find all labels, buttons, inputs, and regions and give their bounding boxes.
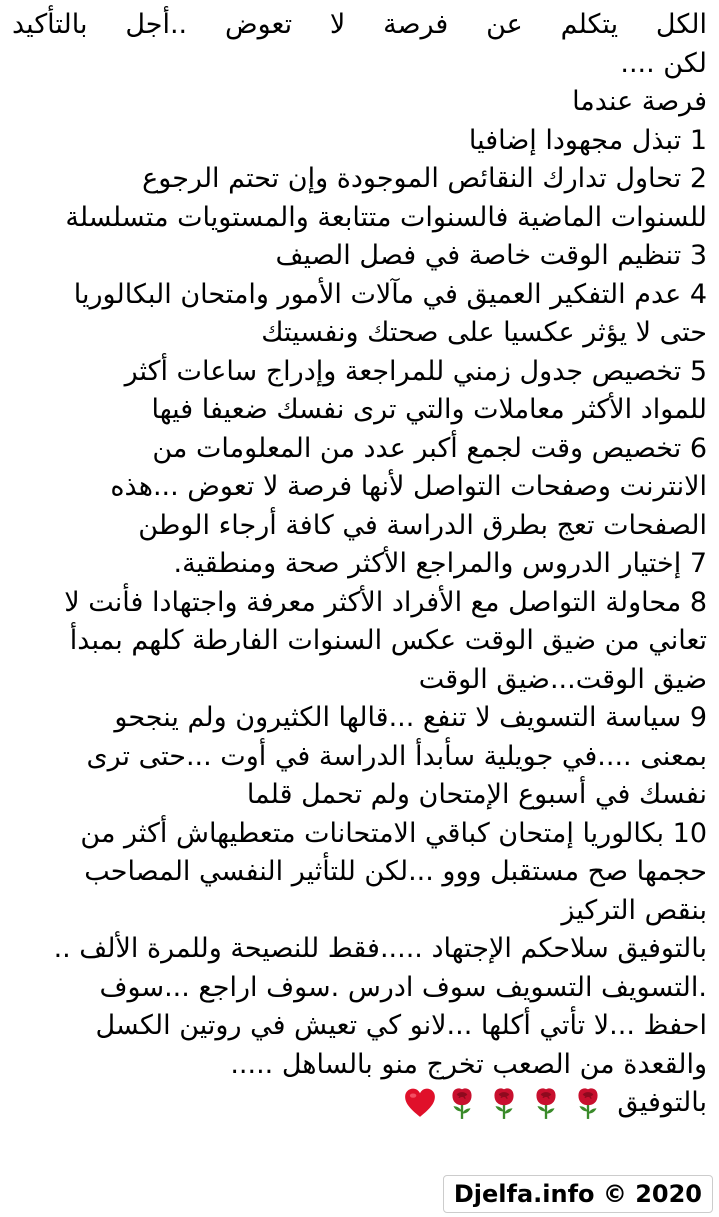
text-line: للمواد الأكثر معاملات والتي ترى نفسك ضعيفا فيها xyxy=(151,394,707,425)
text-line: 9 سياسة التسويف لا تنفع ...قالها الكثيرون ولم ينجحو xyxy=(114,702,707,733)
text-line: ضيق الوقت...ضيق الوقت xyxy=(418,663,707,695)
rose-icon xyxy=(571,1086,605,1120)
watermark: Djelfa.info © 2020 xyxy=(443,1175,713,1213)
text-line: فرصة عندما xyxy=(572,86,707,117)
text-line: حتى لا يؤثر عكسيا على صحتك ونفسيتك xyxy=(261,317,707,348)
text-line: بالتوفيق سلاحكم الإجتهاد .....فقط للنصيحة وللمرة الألف .. xyxy=(53,933,707,964)
rose-icon xyxy=(445,1086,479,1120)
text-line: بنقص التركيز xyxy=(561,894,707,926)
text-line: 1 تبذل مجهودا إضافيا xyxy=(468,124,707,156)
text-line: نفسك في أسبوع الإمتحان ولم تحمل قلما xyxy=(246,779,707,810)
text-line: 3 تنظيم الوقت خاصة في فصل الصيف xyxy=(275,240,707,271)
closing-row xyxy=(12,1084,707,1123)
text-line: والقعدة من الصعب تخرج منو بالساهل ..... xyxy=(230,1048,707,1080)
heart-icon xyxy=(403,1086,437,1120)
text-line: حجمها صح مستقبل ووو ...لكن للتأثير النفسي المصاحب xyxy=(84,856,707,887)
text-line: بمعنى ....في جويلية سأبدأ الدراسة في أوت ...حتى ترى xyxy=(86,740,707,772)
text-line: تعاني من ضيق الوقت عكس السنوات الفارطة كلهم بمبدأ xyxy=(69,625,707,656)
text-line: 5 تخصيص جدول زمني للمراجعة وإدراج ساعات أكثر xyxy=(124,355,707,387)
text-line: للسنوات الماضية فالسنوات متتابعة والمستويات متسلسلة xyxy=(65,201,707,233)
emoji-row xyxy=(403,1086,605,1120)
text-line: الصفحات تعج بطرق الدراسة في كافة أرجاء الوطن xyxy=(138,509,707,541)
text-line: 4 عدم التفكير العميق في مآلات الأمور وامتحان البكالوريا xyxy=(73,278,707,310)
text-line: 7 إختيار الدروس والمراجع الأكثر صحة ومنطقية. xyxy=(173,548,707,579)
text-line: 10 بكالوريا إمتحان كباقي الامتحانات متعطيهاش أكثر من xyxy=(80,817,707,849)
text-line: 8 محاولة التواصل مع الأفراد الأكثر معرفة واجتهادا فأنت لا xyxy=(64,586,707,618)
text-line: .التسويف التسويف سوف ادرس .سوف اراجع ...سوف xyxy=(99,971,707,1003)
rose-icon xyxy=(529,1086,563,1120)
text-line: 2 تحاول تدارك النقائص الموجودة وإن تحتم الرجوع xyxy=(142,163,707,194)
text-line: 6 تخصيص وقت لجمع أكبر عدد من المعلومات من xyxy=(152,432,707,464)
rose-icon xyxy=(487,1086,521,1120)
closing-text: بالتوفيق xyxy=(617,1087,707,1118)
text-line: لكن .... xyxy=(620,47,707,79)
text-line: الكل يتكلم عن فرصة لا تعوض ..أجل بالتأكيد xyxy=(12,9,707,40)
text-line: الانترنت وصفحات التواصل لأنها فرصة لا تعوض ...هذه xyxy=(110,471,707,502)
text-line: احفظ ...لا تأتي أكلها ...لانو كي تعيش في روتين الكسل xyxy=(95,1010,707,1041)
